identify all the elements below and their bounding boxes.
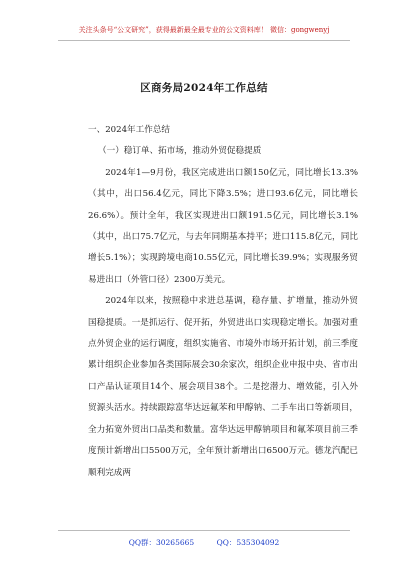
footer-divider [58, 530, 350, 531]
qq-number: QQ：535304092 [216, 538, 280, 547]
document-body [88, 120, 358, 484]
header-note: 关注头条号“公文研究”，获得最新最全最专业的公文资料库！ 微信：gongwenyj [78, 26, 330, 34]
header-divider [58, 40, 350, 41]
footer-contacts [0, 537, 408, 548]
paragraph: 2024年以来，按照稳中求进总基调，稳存量、扩增量，推动外贸国稳提质。一是抓运行、促开拓，外贸进出口实现稳定增长。加强对重点外贸企业的运行调度，组织实施省、市境外市场开拓计划，前三季度累计组织企业参加各类国际展会30余家次，组织企业申报中央、省市出口产品认证项目14个、展会项目38个。二是挖潜力、增效能，引入外贸源头活水。持续跟踪富华达远氟苯和甲醇钠、二手车出口等新项目，全力拓宽外贸出口品类和数量。富华达远甲醇钠项目和氟苯项目前三季度预计新增出口5500万元，全年预计新增出口6500万元。德龙汽配已顺利完成两 [88, 296, 358, 478]
document-title: 区商务局2024年工作总结 [140, 82, 268, 94]
paragraph: 2024年1—9月份，我区完成进出口额150亿元，同比增长13.3%（其中，出口56.4亿元，同比下降3.5%；进口93.6亿元，同比增长26.6%）。预计全年，我区实现进出口额191.5亿元，同比增长3.1%（其中，出口75.7亿元，与去年同期基本持平；进口115.8亿元，同比增长5.1%）；实现跨境电商10.55亿元，同比增长39.9%；实现服务贸易进出口（外管口径）2300万美元。 [88, 167, 358, 285]
qq-group-number: QQ群：30265665 [128, 538, 195, 547]
subsection-heading: （一）稳订单、拓市场，推动外贸促稳提质 [98, 146, 262, 157]
section-heading: 一、2024年工作总结 [88, 125, 171, 135]
